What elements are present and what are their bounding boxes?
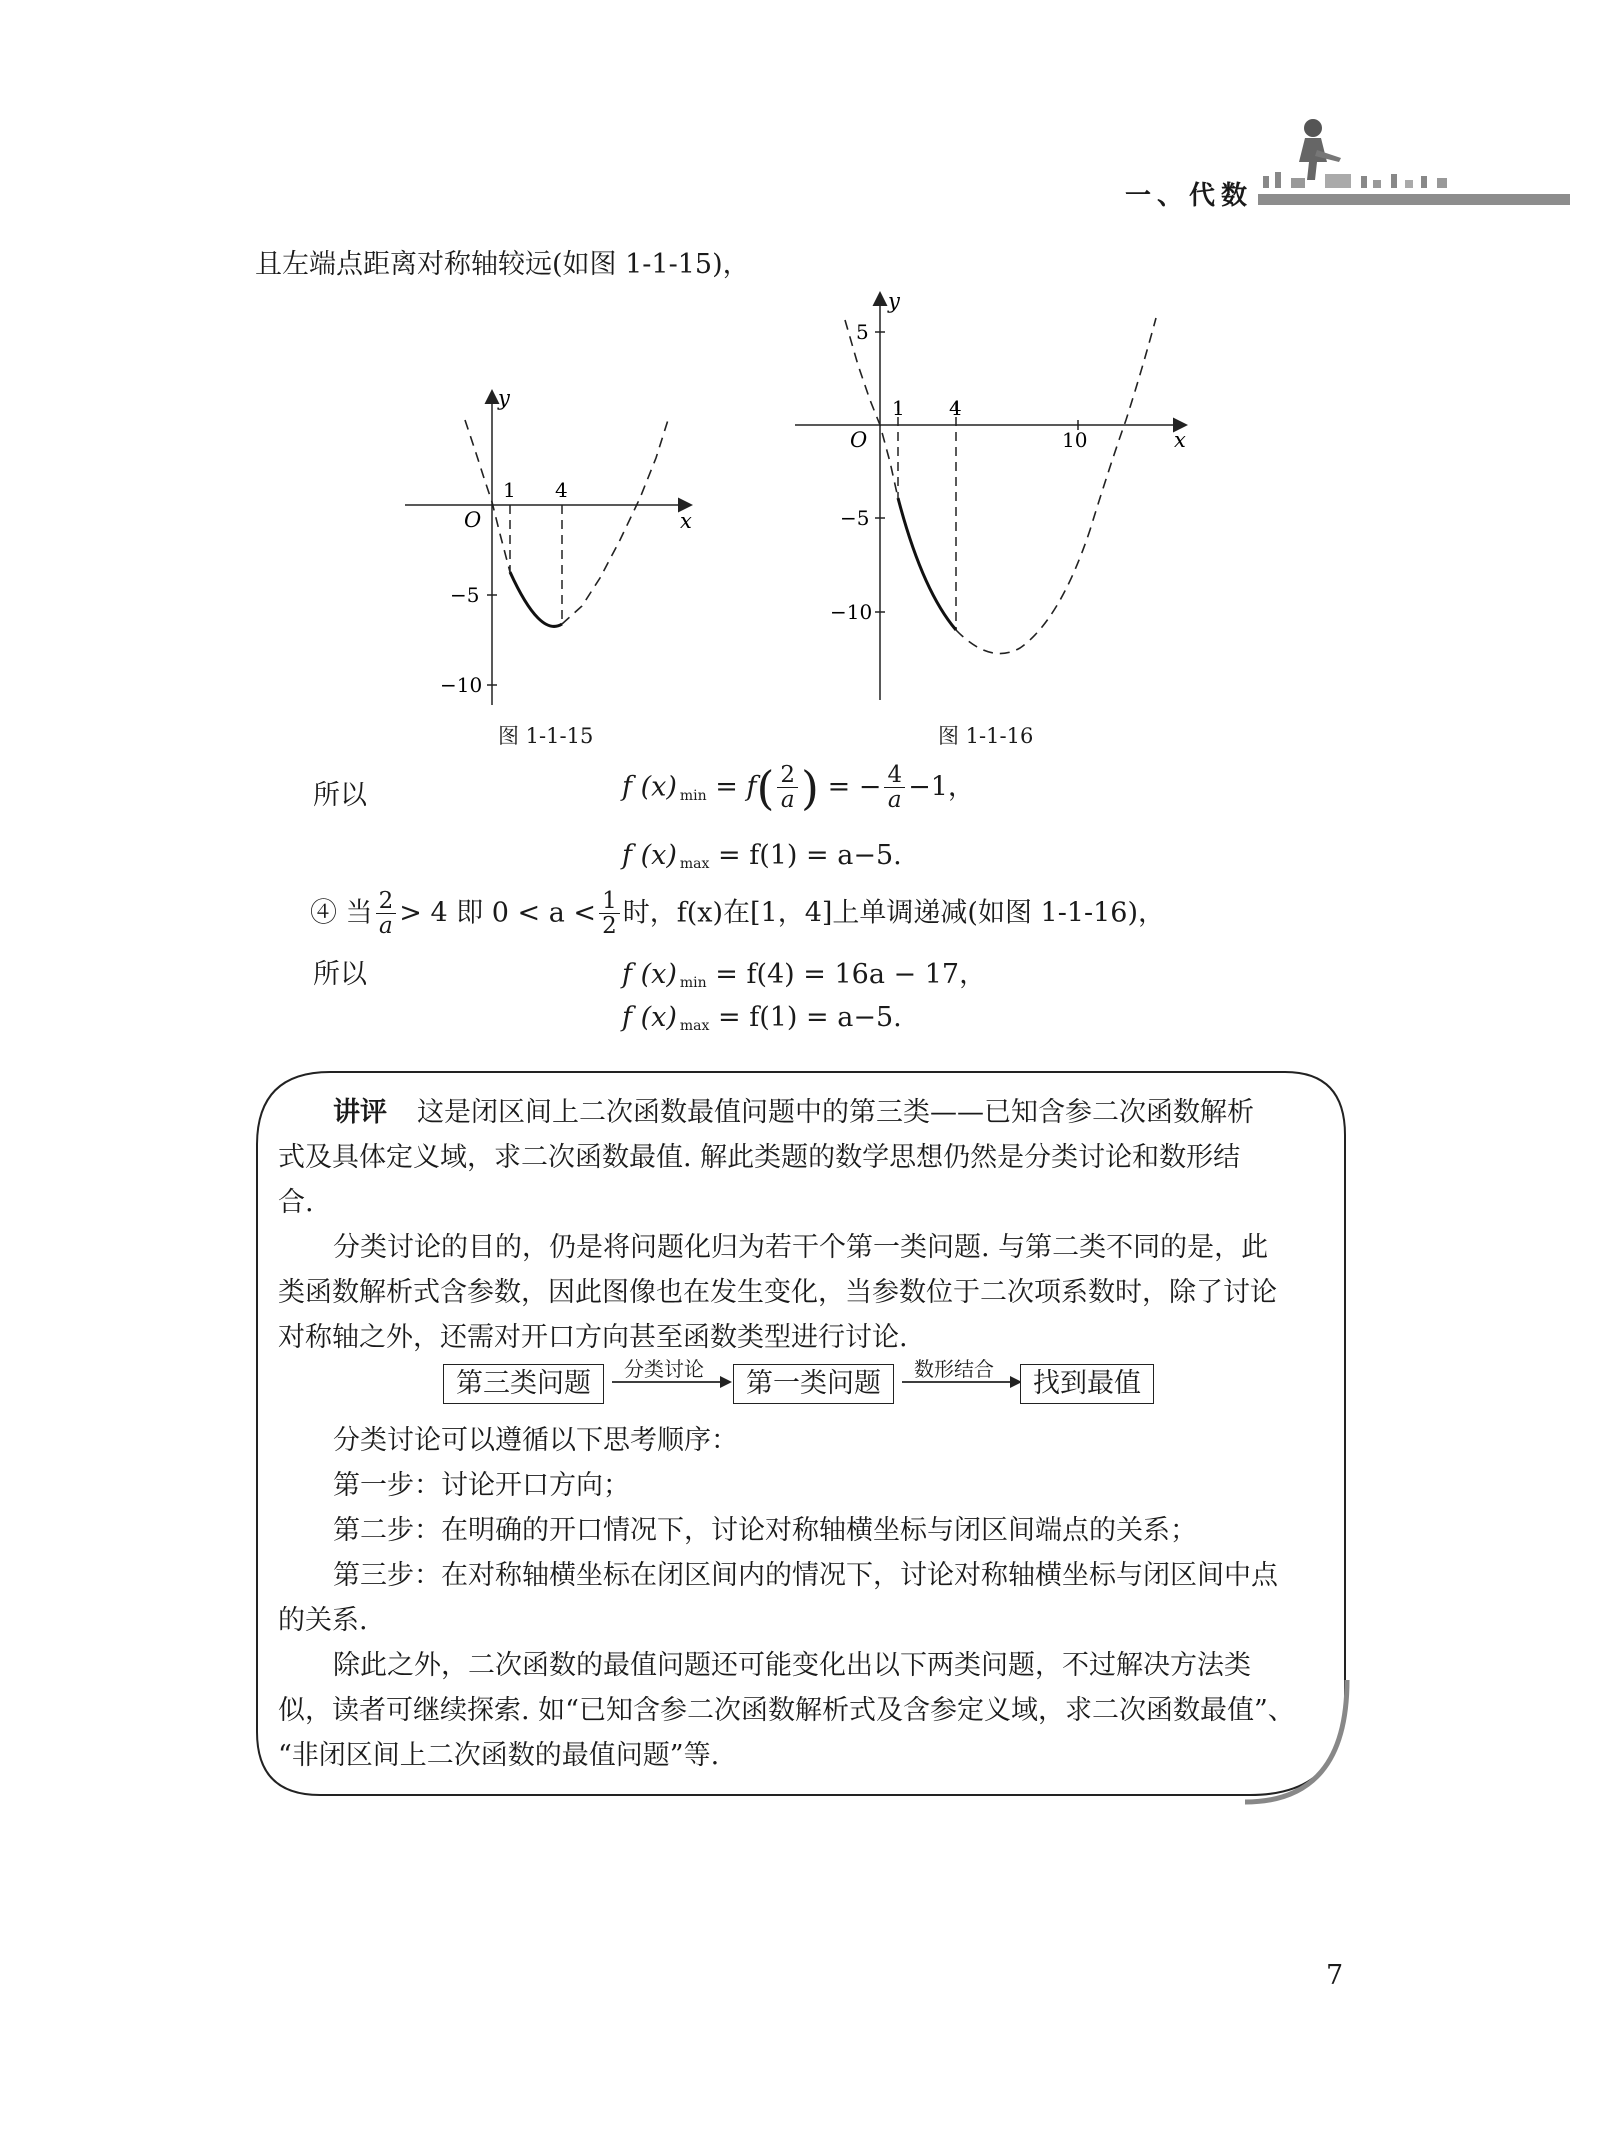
parabola-dashed-left — [845, 320, 898, 498]
y-label: y — [888, 290, 900, 313]
header-bar — [1258, 194, 1570, 205]
origin-label: O — [464, 508, 482, 532]
flow-arrow-label-1: 分类讨论 — [624, 1357, 704, 1381]
flow-box-first-type: 第一类问题 — [733, 1364, 894, 1404]
intro-line: 且左端点距离对称轴较远(如图 1-1-15)， — [255, 249, 750, 280]
parabola-dashed-right — [562, 420, 668, 624]
origin-label: O — [850, 428, 868, 452]
so-label-2: 所以 — [313, 959, 367, 990]
comment-p3: 分类讨论可以遵循以下思考顺序： — [333, 1425, 738, 1456]
comment-p4-l3: “非闭区间上二次函数的最值问题”等. — [278, 1740, 720, 1771]
figure-1-1-15 — [400, 380, 710, 710]
x-tick-1: 1 — [892, 396, 905, 420]
y-label: y — [498, 386, 510, 410]
y-tick-minus10: −10 — [440, 673, 483, 697]
parabola-dashed-right — [956, 318, 1156, 654]
flow-box-third-type: 第三类问题 — [443, 1364, 604, 1404]
case4-condition-line: ④ 当 $\frac{2}{a}$ > 4 即 0 < a < $\frac{1}{2}$ 时，f(x)在[1，4]上单调递减(如图 1-1-16)， — [310, 888, 1166, 939]
flow-arrow-2-icon — [900, 1370, 1025, 1394]
formula-max-case3: f (x) $_{max}$ = f(1) = a−5. — [622, 840, 902, 872]
formula-min-case4: f (x) $_{min}$ = f(4) = 16a − 17， — [622, 959, 987, 991]
comment-p1-l1: 讲评 这是闭区间上二次函数最值问题中的第三类——已知含参二次函数解析 — [333, 1097, 1254, 1128]
y-tick-minus5: −5 — [840, 506, 870, 530]
x-tick-10: 10 — [1062, 428, 1088, 452]
comment-p1-l2: 式及具体定义域，求二次函数最值. 解此类题的数学思想仍然是分类讨论和数形结 — [278, 1142, 1241, 1173]
comment-p4-l2: 似，读者可继续探索. 如“已知含参二次函数解析式及含参定义域，求二次函数最值”、 — [278, 1695, 1295, 1726]
x-tick-4: 4 — [949, 396, 962, 420]
comment-step3-l2: 的关系. — [278, 1605, 368, 1636]
comment-p1-l3: 合. — [278, 1187, 314, 1218]
comment-step1: 第一步：讨论开口方向； — [333, 1470, 630, 1501]
parabola-solid-arc — [510, 572, 562, 626]
figure-1-1-15-caption: 图 1-1-15 — [498, 724, 594, 748]
y-tick-5: 5 — [856, 320, 869, 344]
comment-p4-l1: 除此之外，二次函数的最值问题还可能变化出以下两类问题，不过解决方法类 — [333, 1650, 1251, 1681]
flow-arrow-1-icon — [610, 1370, 735, 1394]
flow-box-find-extremum: 找到最值 — [1020, 1364, 1154, 1404]
so-label-1: 所以 — [313, 780, 367, 811]
formula-min-case3: f (x) $_{min}$ = f( $\frac{2}{a}$ ) = − $\frac{4}{a}$ −1， — [622, 761, 975, 815]
comment-heading: 讲评 — [333, 1097, 387, 1128]
x-tick-1: 1 — [503, 478, 516, 502]
x-label: x — [1174, 428, 1186, 452]
x-label: x — [680, 509, 692, 533]
comment-p2-l3: 对称轴之外，还需对开口方向甚至函数类型进行讨论. — [278, 1322, 908, 1353]
figure-1-1-16 — [790, 290, 1200, 710]
figure-1-1-16-caption: 图 1-1-16 — [938, 724, 1034, 748]
chapter-title: 一、代数 — [1125, 181, 1254, 211]
comment-step3-l1: 第三步：在对称轴横坐标在闭区间内的情况下，讨论对称轴横坐标与闭区间中点 — [333, 1560, 1278, 1591]
comment-step2: 第二步：在明确的开口情况下，讨论对称轴横坐标与闭区间端点的关系； — [333, 1515, 1197, 1546]
comment-p2-l2: 类函数解析式含参数，因此图像也在发生变化，当参数位于二次项系数时，除了讨论 — [278, 1277, 1277, 1308]
comment-p2-l1: 分类讨论的目的，仍是将问题化归为若干个第一类问题. 与第二类不同的是，此 — [333, 1232, 1269, 1263]
y-tick-minus10: −10 — [830, 600, 873, 624]
header-decoration-icon — [1255, 110, 1575, 190]
formula-max-case4: f (x) $_{max}$ = f(1) = a−5. — [622, 1002, 902, 1034]
page-number: 7 — [1326, 1960, 1344, 1991]
x-tick-4: 4 — [555, 478, 568, 502]
parabola-solid-arc — [898, 498, 956, 630]
y-tick-minus5: −5 — [450, 583, 480, 607]
flow-arrow-label-2: 数形结合 — [914, 1357, 994, 1381]
